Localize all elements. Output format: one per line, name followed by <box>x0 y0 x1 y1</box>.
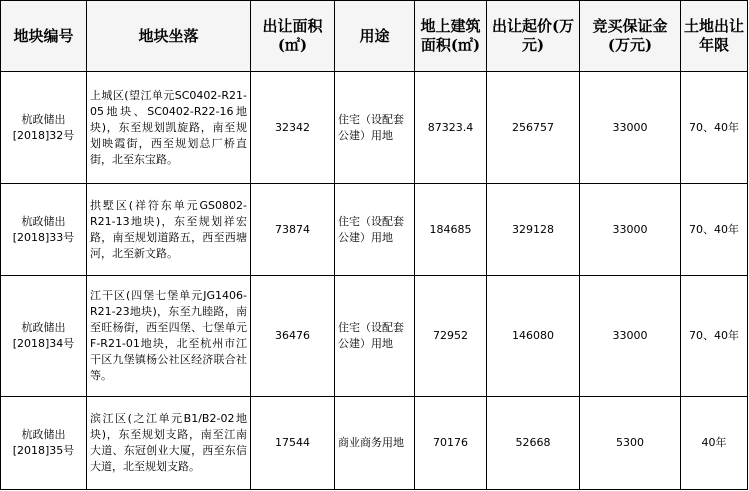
cell-start-price: 329128 <box>487 184 580 276</box>
cell-use: 住宅（设配套公建）用地 <box>335 184 415 276</box>
cell-parcel-id: 杭政储出[2018]32号 <box>1 72 87 184</box>
cell-start-price: 256757 <box>487 72 580 184</box>
cell-area: 17544 <box>251 397 335 490</box>
table-row <box>1 184 748 276</box>
header-term: 土地出让年限 <box>681 1 748 72</box>
cell-start-price: 146080 <box>487 276 580 397</box>
header-location: 地块坐落 <box>87 1 251 72</box>
cell-deposit: 33000 <box>580 184 681 276</box>
cell-term: 70、40年 <box>681 276 748 397</box>
cell-building-area: 72952 <box>415 276 487 397</box>
cell-term: 40年 <box>681 397 748 490</box>
header-building-area: 地上建筑面积(㎡) <box>415 1 487 72</box>
table-row <box>1 397 748 490</box>
cell-location: 上城区(望江单元SC0402-R21-05地块、SC0402-R22-16地块)，东至规划凯旋路，南至规划映霞街，西至规划总厂桥直街，北至东宝路。 <box>87 72 251 184</box>
cell-building-area: 87323.4 <box>415 72 487 184</box>
table-row <box>1 72 748 184</box>
cell-parcel-id: 杭政储出[2018]33号 <box>1 184 87 276</box>
cell-building-area: 70176 <box>415 397 487 490</box>
cell-parcel-id: 杭政储出[2018]34号 <box>1 276 87 397</box>
cell-building-area: 184685 <box>415 184 487 276</box>
header-area: 出让面积(㎡) <box>251 1 335 72</box>
cell-location: 拱墅区(祥符东单元GS0802-R21-13地块)，东至规划祥宏路，南至规划道路五，西至西塘河，北至新文路。 <box>87 184 251 276</box>
table-row <box>1 276 748 397</box>
cell-use: 商业商务用地 <box>335 397 415 490</box>
cell-use: 住宅（设配套公建）用地 <box>335 72 415 184</box>
cell-use: 住宅（设配套公建）用地 <box>335 276 415 397</box>
header-use: 用途 <box>335 1 415 72</box>
cell-location: 江干区(四堡七堡单元JG1406-R21-23地块)，东至九睦路，南至旺杨街，西至四堡、七堡单元F-R21-01地块，北至杭州市江干区九堡镇杨公社区经济联合社等。 <box>87 276 251 397</box>
header-parcel-id: 地块编号 <box>1 1 87 72</box>
table-header-row <box>1 1 748 72</box>
header-start-price: 出让起价(万元) <box>487 1 580 72</box>
cell-deposit: 33000 <box>580 72 681 184</box>
cell-parcel-id: 杭政储出[2018]35号 <box>1 397 87 490</box>
header-deposit: 竞买保证金(万元) <box>580 1 681 72</box>
cell-term: 70、40年 <box>681 72 748 184</box>
cell-location: 滨江区(之江单元B1/B2-02地块)，东至规划支路，南至江南大道、东冠创业大厦，西至东信大道，北至规划支路。 <box>87 397 251 490</box>
cell-term: 70、40年 <box>681 184 748 276</box>
cell-deposit: 5300 <box>580 397 681 490</box>
cell-start-price: 52668 <box>487 397 580 490</box>
cell-area: 36476 <box>251 276 335 397</box>
cell-deposit: 33000 <box>580 276 681 397</box>
cell-area: 73874 <box>251 184 335 276</box>
cell-area: 32342 <box>251 72 335 184</box>
